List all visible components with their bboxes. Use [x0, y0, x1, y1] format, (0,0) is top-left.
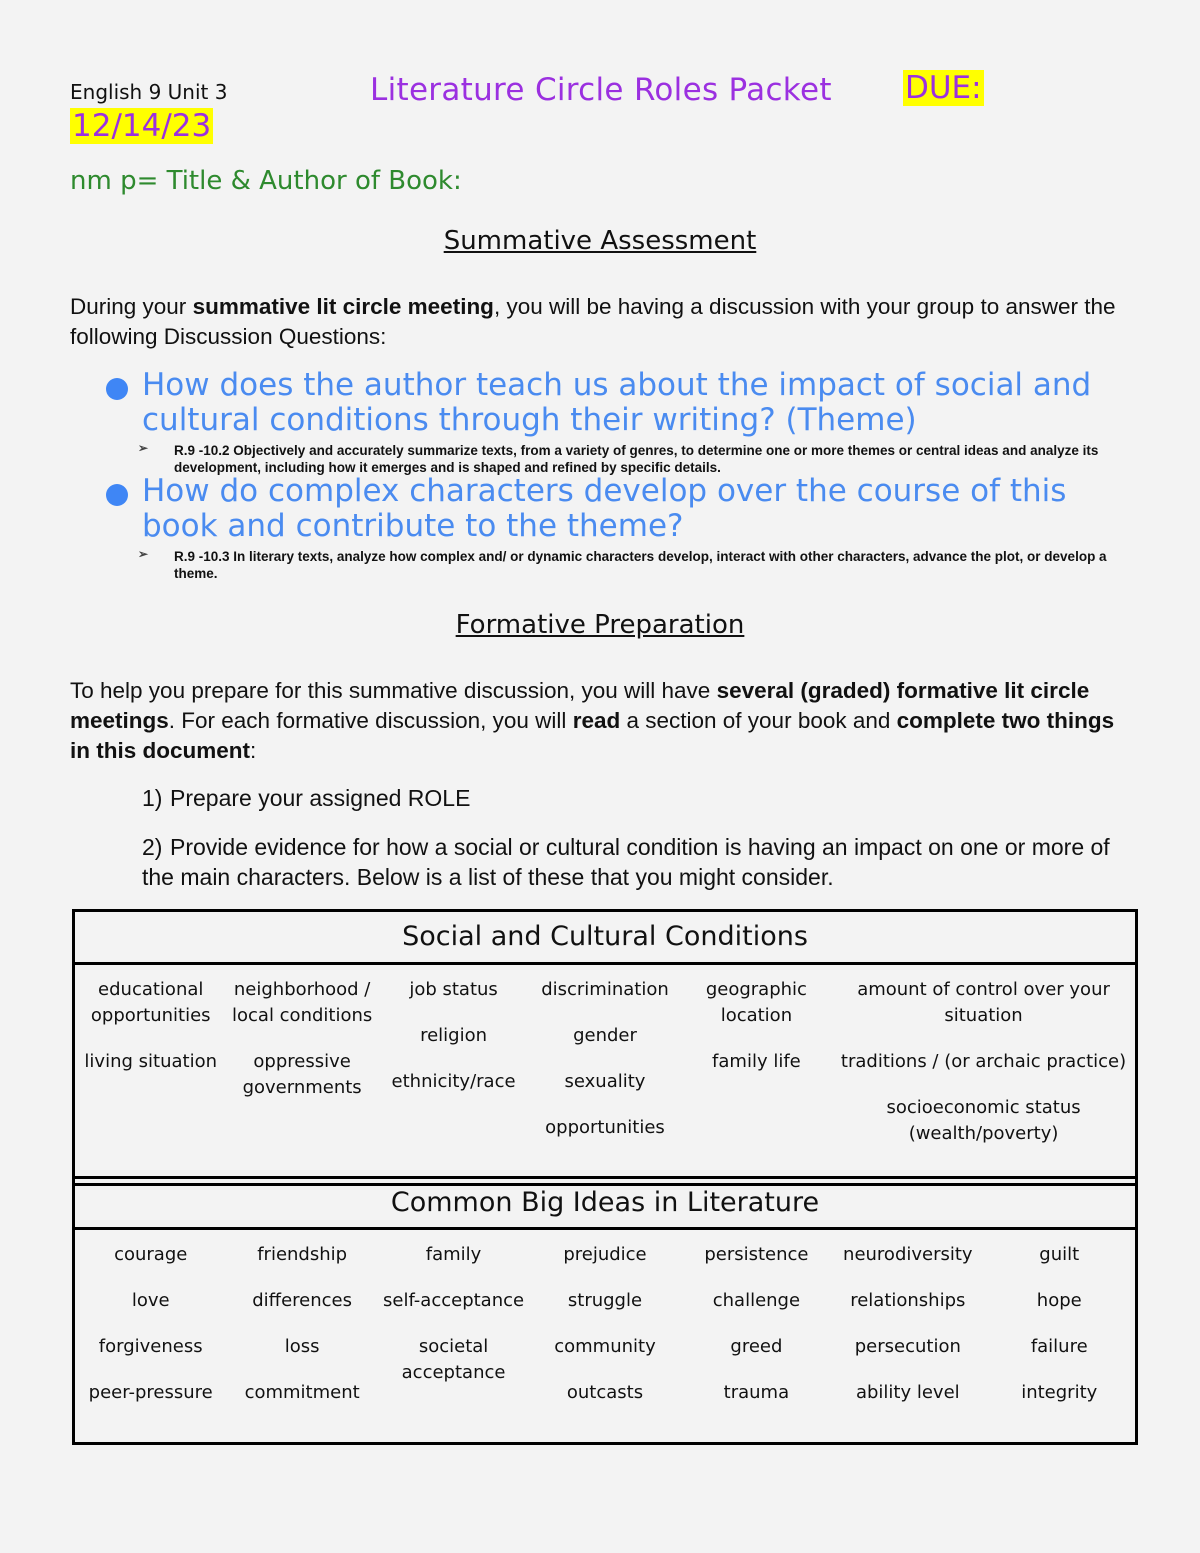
- packet-title: Literature Circle Roles Packet: [370, 72, 832, 108]
- question-text: How do complex characters develop over the course of this book and contribute to the theme?: [142, 473, 1067, 544]
- item-number: 2): [142, 834, 163, 860]
- condition-column: [681, 977, 832, 1183]
- f-p2: . For each formative discussion, you will: [168, 708, 573, 733]
- big-ideas-columns: [75, 1230, 1135, 1442]
- conditions-table: [72, 909, 1138, 1186]
- condition-item: gender: [573, 1025, 637, 1046]
- conditions-title: Social and Cultural Conditions: [75, 912, 1135, 965]
- big-idea-item: challenge: [712, 1290, 801, 1311]
- condition-item: amount of control over your situation: [857, 979, 1110, 1026]
- standard-label: R.9 -10.3 In literary texts, analyze how complex and/ or dynamic characters develop, interact with other characters, advance the plot, or develop a theme.: [174, 549, 1107, 581]
- big-idea-item: commitment: [244, 1382, 360, 1403]
- big-idea-item: struggle: [567, 1290, 643, 1311]
- big-idea-column: [75, 1242, 226, 1442]
- condition-item: family life: [712, 1051, 801, 1072]
- summative-heading: Summative Assessment: [443, 226, 757, 256]
- big-idea-column: [681, 1242, 832, 1442]
- big-idea-item: outcasts: [566, 1382, 644, 1403]
- item-text: Provide evidence for how a social or cultural condition is having an impact on one or more of the main characters. Below is a list of these that you might consider.: [142, 834, 1110, 890]
- condition-item: religion: [420, 1025, 488, 1046]
- big-idea-item: persistence: [704, 1244, 809, 1265]
- arrow-bullet-icon: ➢: [138, 547, 149, 561]
- big-idea-column: [832, 1242, 983, 1442]
- big-idea-item: prejudice: [563, 1244, 647, 1265]
- condition-item: sexuality: [564, 1071, 646, 1092]
- f-p1: To help you prepare for this summative discussion, you will have: [70, 678, 717, 703]
- conditions-columns: [75, 965, 1135, 1183]
- condition-column: [75, 977, 226, 1183]
- condition-item: neighborhood / local conditions: [232, 979, 373, 1026]
- big-idea-item: integrity: [1021, 1382, 1098, 1403]
- big-idea-item: persecution: [854, 1336, 961, 1357]
- condition-item: opportunities: [545, 1117, 665, 1138]
- intro-bold: summative lit circle meeting: [192, 294, 494, 319]
- big-idea-column: [529, 1242, 680, 1442]
- formative-heading: Formative Preparation: [455, 610, 745, 640]
- intro-post: , you will be having a discussion with your group to answer the following Discussion Questions:: [70, 294, 1116, 349]
- bullet-icon: [106, 484, 128, 506]
- item-text: Prepare your assigned ROLE: [170, 785, 471, 811]
- big-idea-item: ability level: [855, 1382, 960, 1403]
- course-label: English 9 Unit 3: [70, 80, 228, 104]
- condition-item: educational opportunities: [90, 979, 211, 1026]
- intro-pre: During your: [70, 294, 193, 319]
- f-p1-bold: several (graded) formative lit circle meetings: [70, 678, 1090, 733]
- f-p3-bold: complete two things in this document: [70, 708, 1115, 763]
- condition-item: ethnicity/race: [391, 1071, 516, 1092]
- standard-text: [138, 547, 1136, 582]
- standard-text: [138, 441, 1136, 476]
- big-idea-item: societal acceptance: [401, 1336, 506, 1383]
- big-idea-item: courage: [114, 1244, 188, 1265]
- condition-item: discrimination: [541, 979, 669, 1000]
- big-idea-item: family: [425, 1244, 482, 1265]
- discussion-question-1: [106, 368, 1136, 476]
- discussion-question-2: [106, 474, 1136, 582]
- big-idea-column: [378, 1242, 529, 1442]
- condition-item: oppressive governments: [242, 1051, 362, 1098]
- big-idea-item: differences: [252, 1290, 352, 1311]
- condition-item: socioeconomic status (wealth/poverty): [886, 1097, 1081, 1144]
- standard-label: R.9 -10.2 Objectively and accurately summarize texts, from a variety of genres, to determine one or more themes or central ideas and analyze its development, including how it emerges and is shaped and refined by specific details.: [174, 443, 1099, 475]
- big-idea-item: trauma: [723, 1382, 790, 1403]
- bullet-icon: [106, 378, 128, 400]
- big-idea-item: neurodiversity: [843, 1244, 973, 1265]
- condition-item: job status: [409, 979, 498, 1000]
- due-date: 12/14/23: [72, 108, 212, 144]
- big-idea-item: hope: [1036, 1290, 1082, 1311]
- big-idea-column: [226, 1242, 377, 1442]
- big-ideas-table: [72, 1176, 1138, 1445]
- condition-column: [529, 977, 680, 1183]
- book-title-author-line: nm p= Title & Author of Book:: [70, 166, 462, 196]
- big-idea-item: peer-pressure: [88, 1382, 213, 1403]
- big-idea-item: relationships: [850, 1290, 966, 1311]
- summative-intro: [70, 292, 1140, 352]
- big-idea-item: friendship: [257, 1244, 348, 1265]
- big-idea-item: failure: [1030, 1336, 1088, 1357]
- f-p2-bold: read: [572, 708, 621, 733]
- f-p3: a section of your book and: [620, 708, 897, 733]
- big-idea-item: loss: [284, 1336, 320, 1357]
- big-idea-item: greed: [730, 1336, 783, 1357]
- formative-intro: [70, 676, 1140, 766]
- condition-item: living situation: [84, 1051, 217, 1072]
- f-p4: :: [250, 738, 257, 763]
- condition-column: [378, 977, 529, 1183]
- question-text: How does the author teach us about the impact of social and cultural conditions through their writing? (Theme): [142, 367, 1092, 438]
- task-item-2: [142, 832, 1132, 892]
- condition-item: geographic location: [705, 979, 807, 1026]
- big-idea-item: guilt: [1039, 1244, 1080, 1265]
- arrow-bullet-icon: ➢: [138, 441, 149, 455]
- big-idea-item: forgiveness: [98, 1336, 203, 1357]
- big-idea-item: love: [131, 1290, 170, 1311]
- big-idea-column: [984, 1242, 1135, 1442]
- task-item-1: [142, 783, 1132, 813]
- condition-column: [832, 977, 1135, 1183]
- due-label: DUE:: [905, 70, 982, 106]
- big-idea-item: self-acceptance: [383, 1290, 525, 1311]
- condition-column: [226, 977, 377, 1183]
- item-number: 1): [142, 785, 163, 811]
- big-idea-item: community: [554, 1336, 656, 1357]
- big-ideas-title: Common Big Ideas in Literature: [75, 1179, 1135, 1230]
- condition-item: traditions / (or archaic practice): [840, 1051, 1127, 1072]
